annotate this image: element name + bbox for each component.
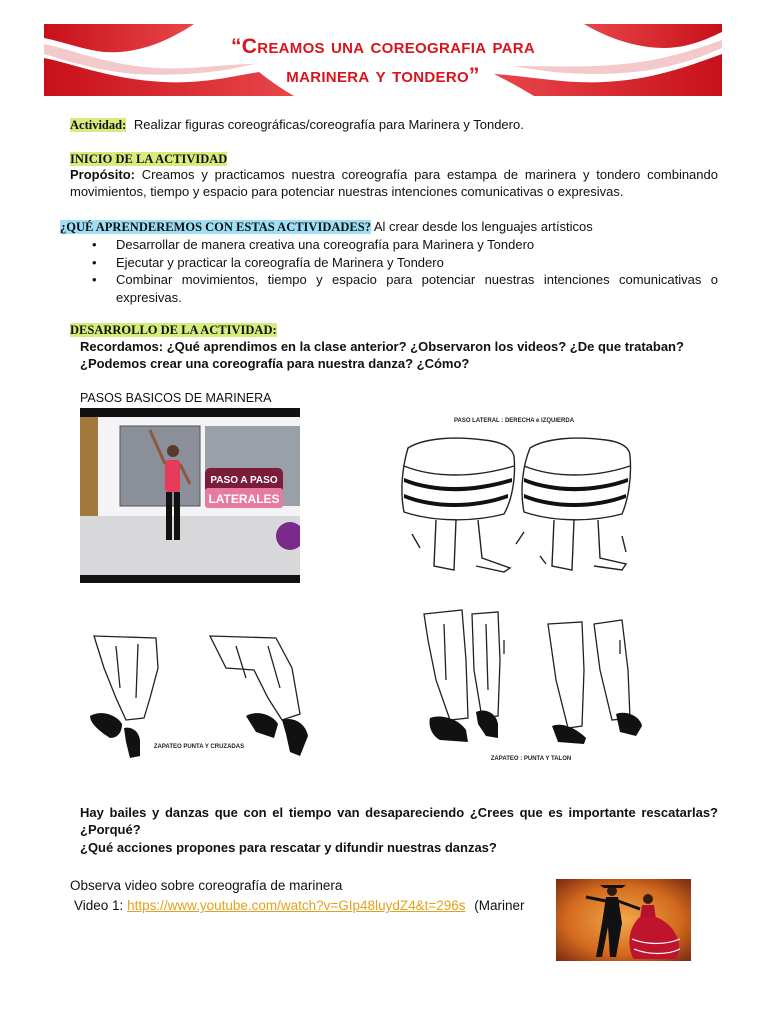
actividad-label: Actividad:	[70, 118, 127, 132]
video-1-suffix: (Mariner	[474, 898, 525, 913]
aprenderemos-intro: Al crear desde los lenguajes artísticos	[373, 219, 593, 234]
desarrollo-heading: DESARROLLO DE LA ACTIVIDAD:	[70, 323, 277, 337]
desarrollo-line-2: ¿Podemos crear una coreografía para nuestra danza? ¿Cómo?	[80, 356, 470, 371]
bullet-icon: •	[92, 272, 97, 287]
marinera-dancers-photo	[556, 879, 691, 961]
inicio-heading: INICIO DE LA ACTIVIDAD	[70, 152, 228, 166]
list-item-text: Desarrollar de manera creativa una coreografía para Marinera y Tondero	[116, 237, 535, 252]
list-item	[92, 236, 718, 254]
objectives-list	[92, 236, 718, 306]
illustration-paso-lateral	[394, 408, 634, 580]
bullet-icon: •	[92, 254, 97, 270]
bullet-icon: •	[92, 237, 97, 252]
list-item-text: Ejecutar y practicar la coreografía de Marinera y Tondero	[116, 254, 444, 270]
question-2: ¿Qué acciones propones para rescatar y difundir nuestras danzas?	[80, 840, 497, 855]
illustration-zapateo-punta-talon	[416, 600, 646, 766]
proposito-label: Propósito:	[70, 167, 135, 182]
fig2-caption: ZAPATEO PUNTA Y CRUZADAS	[153, 744, 245, 750]
proposito-paragraph	[70, 166, 718, 200]
page-title-line-2: marinera y tondero”	[286, 64, 480, 87]
video-badge-line-1: PASO A PASO	[210, 475, 278, 486]
desarrollo-heading-wrap	[70, 321, 277, 339]
actividad-text: Realizar figuras coreográficas/coreografía para Marinera y Tondero.	[133, 117, 524, 132]
illustration-zapateo-punta-cruzadas	[86, 628, 312, 766]
page-title	[44, 32, 722, 90]
video-1-label: Video 1:	[74, 898, 124, 913]
video-1-line	[74, 897, 554, 914]
fig1-caption: PASO LATERAL : DERECHA e IZQUIERDA	[453, 418, 575, 424]
video-1-link[interactable]: https://www.youtube.com/watch?v=GIp48luydZ4&t=296s	[127, 898, 466, 913]
pasos-title: PASOS BASICOS DE MARINERA	[80, 391, 272, 405]
actividad-line	[70, 116, 720, 134]
page-title-line-1: “Creamos una coreografia para	[230, 35, 536, 58]
video-still-image	[80, 408, 300, 583]
fig3-caption: ZAPATEO : PUNTA Y TALON	[490, 756, 572, 762]
title-banner	[44, 24, 722, 96]
video-badge-line-2: LATERALES	[208, 492, 280, 506]
video-thumbnail-laterales[interactable]	[80, 408, 300, 583]
list-item	[92, 271, 718, 306]
list-item	[92, 254, 718, 272]
question-1: Hay bailes y danzas que con el tiempo van desapareciendo ¿Crees que es importante rescatarlas? ¿Porqué?	[80, 805, 718, 837]
desarrollo-line-1: Recordamos: ¿Qué aprendimos en la clase anterior? ¿Observaron los videos? ¿De que trataban?	[80, 339, 684, 354]
aprenderemos-line	[60, 218, 720, 236]
proposito-text: Creamos y practicamos nuestra coreografía para estampa de marinera y tondero combinando movimientos, tiempo y espacio para potenciar nuestras intenciones comunicativas o expresivas.	[70, 167, 718, 199]
list-item-text: Combinar movimientos, tiempo y espacio para potenciar nuestras intenciones comunicativas o expresivas.	[116, 272, 718, 305]
aprenderemos-heading: ¿QUÉ APRENDEREMOS CON ESTAS ACTIVIDADES?	[60, 220, 371, 234]
video-section-heading: Observa video sobre coreografía de marinera	[70, 878, 343, 893]
